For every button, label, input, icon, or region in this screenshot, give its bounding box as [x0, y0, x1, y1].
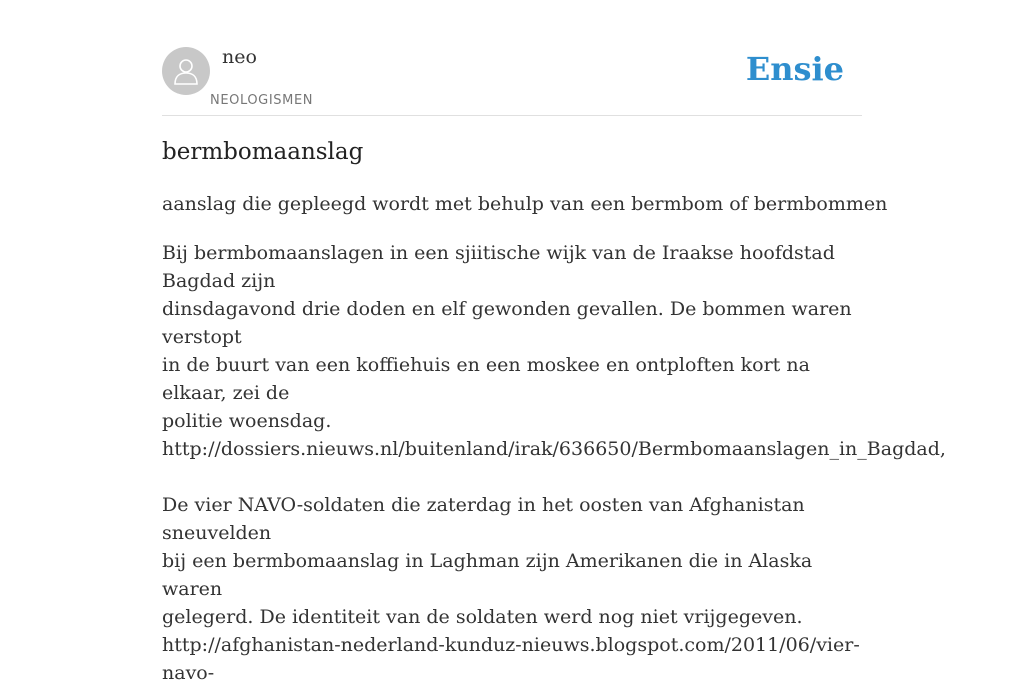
entry-page [162, 0, 946, 684]
example-source-line: http://afghanistan-nederland-kunduz-nieuws.blogspot.com/2011/06/vier-navo- [162, 634, 860, 684]
category-link[interactable]: NEOLOGISMEN [210, 93, 314, 108]
entry-definition: aanslag die gepleegd wordt met behulp van een bermbom of bermbommen [162, 193, 888, 215]
example-line: Bij bermbomaanslagen in een sjiitische wijk van de Iraakse hoofdstad Bagdad zijn [162, 242, 835, 292]
example-line: dinsdagavond drie doden en elf gewonden gevallen. De bommen waren verstopt [162, 298, 852, 348]
example-line: De vier NAVO-soldaten die zaterdag in het oosten van Afghanistan sneuvelden [162, 494, 805, 544]
example-line: politie woensdag. [162, 410, 332, 432]
brand-logo[interactable]: Ensie [745, 50, 844, 88]
example-spacer [162, 463, 874, 491]
example-source-line: http://dossiers.nieuws.nl/buitenland/irak/636650/Bermbomaanslagen_in_Bagdad, [162, 438, 946, 460]
header [162, 0, 862, 116]
username-link[interactable]: neo [222, 46, 257, 68]
entry-example [162, 239, 946, 687]
example-line: gelegerd. De identiteit van de soldaten werd nog niet vrijgegeven. [162, 606, 803, 628]
example-line: in de buurt van een koffiehuis en een moskee en ontploften kort na elkaar, zei de [162, 354, 810, 404]
entry-title: bermbomaanslag [162, 139, 364, 165]
user-icon [171, 56, 201, 86]
example-line: bij een bermbomaanslag in Laghman zijn Amerikanen die in Alaska waren [162, 550, 813, 600]
avatar[interactable] [162, 47, 210, 95]
